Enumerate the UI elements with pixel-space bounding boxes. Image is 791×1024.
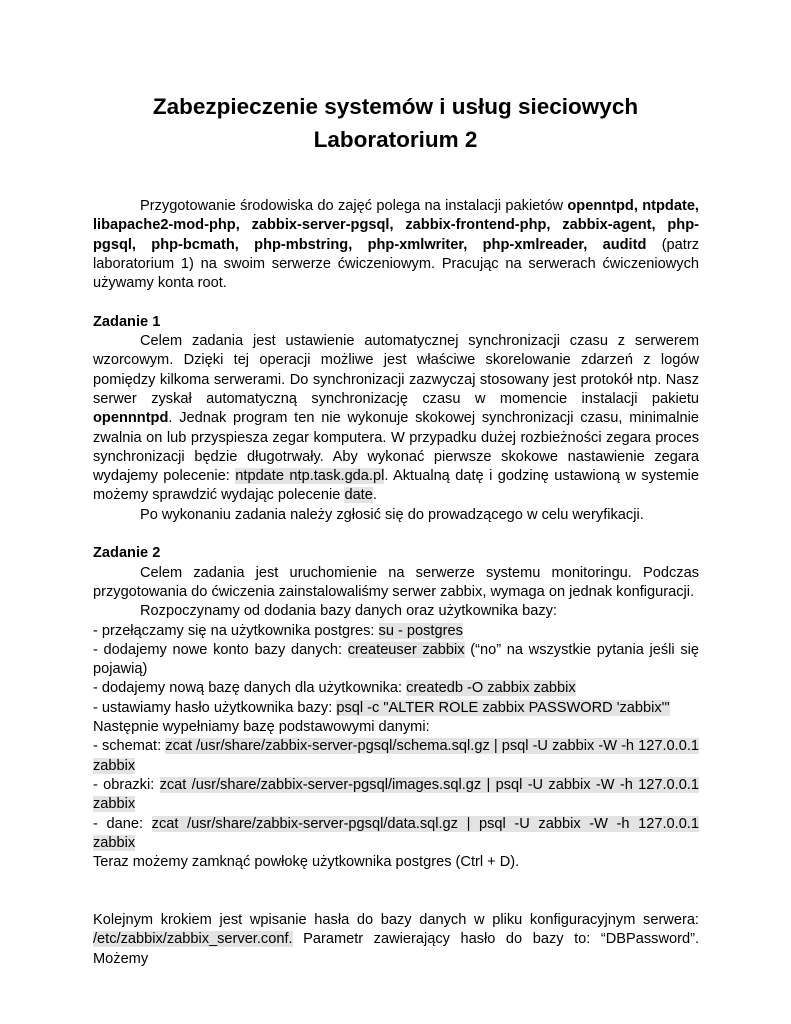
page-title — [0, 90, 791, 156]
step2-note: (“no” na wszystkie pytania jeśli się pojawią) — [93, 641, 699, 678]
config-path: /etc/zabbix/zabbix_server.conf. — [93, 931, 293, 948]
images-label: - obrazki: — [93, 776, 160, 793]
createdb-command: createdb -O zabbix zabbix — [406, 680, 576, 697]
step-switch-user — [93, 622, 699, 641]
final-paragraph — [93, 911, 699, 969]
task2-paragraph-2: Rozpoczynamy od dodania bazy danych oraz użytkownika bazy: — [140, 603, 557, 620]
step-fill-db: Następnie wypełniamy bazę podstawowymi danymi: — [93, 719, 430, 736]
createuser-command: createuser zabbix — [347, 641, 465, 658]
task1-text-a: Celem zadania jest ustawienie automatycznej synchronizacji czasu z serwerem wzorcowym. Dzięki tej operacji możliwe jest właściwe skorelowanie zdarzeń z logów pomiędzy kilkoma serwerami. Do synchronizacji zazwyczaj stosowany jest protokół ntp. Nasz serwer zyskał automatyczną synchronizację czasu w momencie instalacji pakietu — [93, 333, 699, 407]
step1-text: - przełączamy się na użytkownika postgres: — [93, 622, 379, 639]
final-text-2: Parametr zawierający hasło do bazy to: “DBPassword”. Możemy — [93, 931, 699, 967]
step-close-shell: Teraz możemy zamknąć powłokę użytkownika postgres (Ctrl + D). — [93, 854, 520, 871]
title-line-2: Laboratorium 2 — [313, 127, 478, 152]
date-command: date — [344, 487, 373, 504]
document-body — [93, 197, 699, 969]
alter-role-command: psql -c "ALTER ROLE zabbix PASSWORD 'zabbix'" — [336, 699, 670, 716]
task1-paragraph-1 — [93, 332, 699, 506]
step3-text: - dodajemy nową bazę danych dla użytkownika: — [93, 680, 407, 697]
schema-command: zcat /usr/share/zabbix-server-pgsql/schema.sql.gz | psql -U zabbix -W -h 127.0.0.1 zabbix — [93, 738, 699, 774]
spacer — [93, 525, 699, 544]
step-create-db — [93, 679, 699, 698]
step-data — [93, 815, 699, 854]
intro-packages: openntpd, ntpdate, libapache2-mod-php, zabbix-server-pgsql, zabbix-frontend-php, zabbix-agent, php-pgsql, php-bcmath, php-mbstring, php-xmlwriter, php-xmlreader, auditd — [93, 198, 699, 253]
step2-text: - dodajemy nowe konto bazy danych: — [93, 641, 348, 658]
spacer — [93, 293, 699, 312]
ntpdate-command: ntpdate ntp.task.gda.pl — [235, 468, 385, 485]
spacer — [93, 872, 699, 911]
final-text-1: Kolejnym krokiem jest wpisanie hasła do bazy danych w pliku konfiguracyjnym serwera: — [93, 911, 699, 928]
task1-text-b: . Jednak program ten nie wykonuje skokowej synchronizacji czasu, minimalnie zwalnia on lub przyspiesza zegar komputera. W przypadku dużej rozbieżności zegara proces synchronizacji będzie długotrwały. Aby wykonać pierwsze skokowe nastawienie zegara wydajemy polecenie: — [93, 410, 699, 485]
data-label: - dane: — [93, 815, 152, 832]
images-command: zcat /usr/share/zabbix-server-pgsql/images.sql.gz | psql -U zabbix -W -h 127.0.0.1 zabbix — [93, 776, 699, 813]
task1-paragraph-2: Po wykonaniu zadania należy zgłosić się do prowadzącego w celu weryfikacji. — [140, 506, 644, 523]
task1-text-d: . — [372, 487, 377, 504]
step-images — [93, 776, 699, 815]
title-line-1: Zabezpieczenie systemów i usług sieciowych — [152, 94, 639, 119]
task1-package: opennntpd — [93, 410, 169, 427]
step-set-password — [93, 699, 699, 718]
step4-text: - ustawiamy hasło użytkownika bazy: — [93, 699, 337, 716]
step-create-user — [93, 641, 699, 680]
intro-text-1: Przygotowanie środowiska do zajęć polega na instalacji pakietów — [140, 198, 568, 214]
data-command: zcat /usr/share/zabbix-server-pgsql/data.sql.gz | psql -U zabbix -W -h 127.0.0.1 zabbix — [93, 815, 699, 851]
intro-paragraph — [93, 197, 699, 293]
su-command: su - postgres — [378, 622, 463, 639]
step-schema — [93, 737, 699, 776]
task2-paragraph-1: Celem zadania jest uruchomienie na serwerze systemu monitoringu. Podczas przygotowania do ćwiczenia zainstalowaliśmy serwer zabbix, wymaga on jednak konfiguracji. — [93, 564, 699, 600]
task1-heading: Zadanie 1 — [93, 313, 161, 330]
task2-heading: Zadanie 2 — [93, 545, 161, 562]
intro-text-2: (patrz laboratorium 1) na swoim serwerze ćwiczeniowym. Pracując na serwerach ćwiczeniowych używamy konta root. — [93, 236, 700, 292]
schema-label: - schemat: — [93, 738, 166, 755]
task1-text-c: . Aktualną datę i godzinę ustawioną w systemie możemy sprawdzić wydając polecenie — [93, 468, 699, 504]
